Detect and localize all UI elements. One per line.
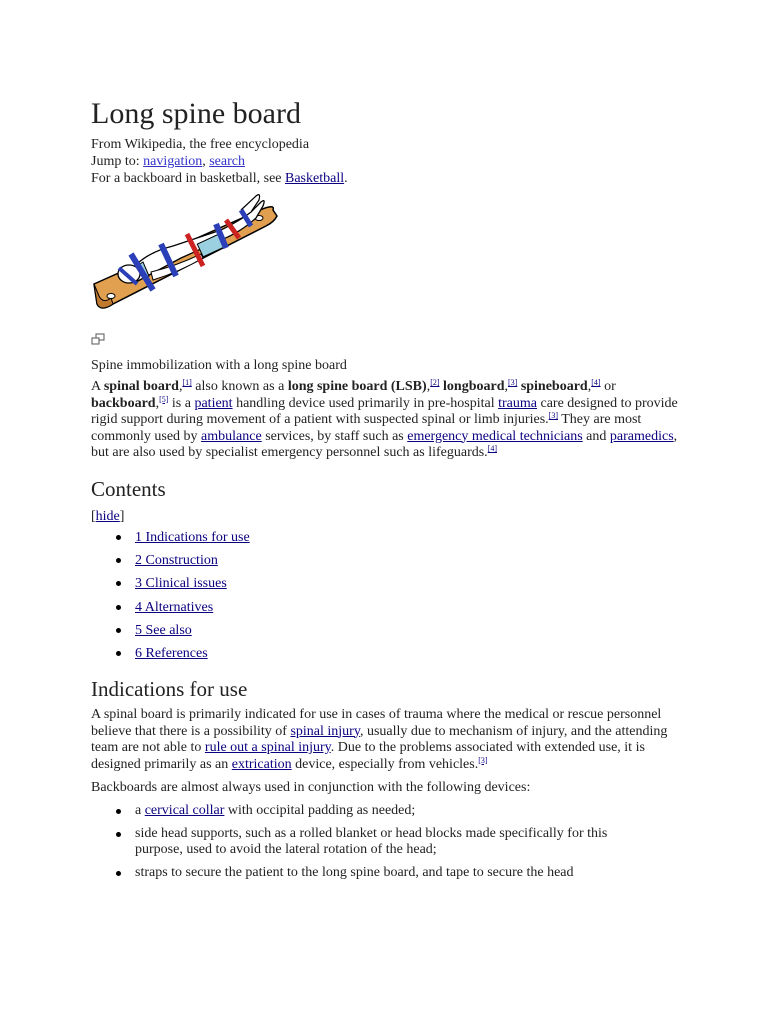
- term-backboard: backboard: [91, 395, 156, 411]
- indications-heading: Indications for use: [91, 677, 248, 701]
- extrication-link[interactable]: extrication: [231, 756, 292, 772]
- toc-link-indications[interactable]: 1 Indications for use: [135, 530, 250, 545]
- device-text: side head supports, such as a rolled blanket or head blocks made specifically for this purpose, used to avoid the lateral rotation of the head;: [135, 825, 608, 857]
- spine-board-illustration[interactable]: [91, 192, 286, 320]
- navigation-link[interactable]: navigation: [143, 154, 203, 169]
- indications-text: , usually due to mechanism of injury, and the attending team are not able to: [91, 723, 668, 755]
- list-item: [91, 826, 655, 859]
- trauma-link[interactable]: trauma: [498, 395, 537, 411]
- jump-to-label: Jump to:: [91, 154, 140, 169]
- jump-sep: ,: [202, 154, 206, 169]
- table-of-contents: [91, 529, 250, 668]
- intro-text: and: [582, 428, 610, 444]
- list-item: [91, 865, 655, 882]
- indications-paragraph: [91, 707, 681, 773]
- intro-text: is a: [168, 395, 195, 411]
- term-lsb: long spine board (LSB): [287, 379, 427, 394]
- cite-ref-4b[interactable]: [4]: [487, 444, 498, 453]
- devices-list: [91, 803, 691, 887]
- cite-ref-1[interactable]: [1]: [182, 378, 192, 387]
- site-subtitle: From Wikipedia, the free encyclopedia: [91, 137, 310, 152]
- toc-link-clinical-issues[interactable]: 3 Clinical issues: [135, 576, 227, 592]
- intro-text: A: [91, 379, 104, 394]
- jump-links: [91, 153, 245, 170]
- device-text: straps to secure the patient to the long spine board, and tape to secure the head: [135, 864, 574, 880]
- device-text: a: [135, 803, 145, 818]
- cite-ref-5[interactable]: [5]: [159, 394, 169, 404]
- intro-text: , but are also used by specialist emergency personnel such as lifeguards.: [91, 428, 678, 460]
- intro-text: They are most commonly used by: [91, 412, 642, 444]
- page-title: Long spine board: [91, 97, 301, 130]
- toc-link-see-also[interactable]: 5 See also: [135, 622, 192, 638]
- spinal-injury-link[interactable]: spinal injury: [290, 723, 360, 739]
- figure-caption: Spine immobilization with a long spine board: [91, 358, 347, 373]
- intro-text: or: [600, 379, 616, 394]
- cite-ref-4[interactable]: [4]: [591, 378, 601, 387]
- basketball-link[interactable]: Basketball: [285, 171, 345, 186]
- cite-ref-3b[interactable]: [3]: [548, 411, 558, 420]
- toc-link-construction[interactable]: 2 Construction: [135, 553, 218, 569]
- magnify-icon[interactable]: [91, 333, 105, 345]
- toc-link-alternatives[interactable]: 4 Alternatives: [135, 599, 214, 615]
- toc-item: [91, 529, 250, 552]
- patient-link[interactable]: patient: [194, 395, 233, 411]
- hatnote-period: .: [344, 171, 348, 186]
- devices-intro: Backboards are almost always used in conjunction with the following devices:: [91, 780, 531, 795]
- contents-heading: Contents: [91, 477, 166, 501]
- hatnote-text: For a backboard in basketball, see: [91, 171, 282, 186]
- toc-item: [91, 575, 250, 598]
- intro-paragraph: A spinal board,[1] also known as a long spine board (LSB),[2] longboard,[3] spineboard,[4] or backboard,[5] is a patient handling device used primarily in pre-hospital trauma care designed to provide rigid support during movement of a patient with suspected spinal or limb injuries.[3] They are most commonly used by ambulance services, by staff such as emergency medical technicians and paramedics, but are also used by specialist emergency personnel such as lifeguards.[4]: [91, 378, 678, 460]
- search-link[interactable]: search: [209, 154, 245, 169]
- term-spineboard: spineboard: [520, 379, 588, 394]
- paramedics-link[interactable]: paramedics: [609, 428, 674, 444]
- toc-toggle: [91, 508, 124, 525]
- emt-link[interactable]: emergency medical technicians: [407, 428, 583, 444]
- term-longboard: longboard: [443, 379, 505, 394]
- toc-bracket: [: [91, 509, 96, 524]
- toc-item: [91, 599, 250, 622]
- ambulance-link[interactable]: ambulance: [201, 428, 262, 444]
- indications-text: . Due to the problems associated with extended use, it is designed primarily as an: [91, 740, 645, 772]
- toc-item: [91, 622, 250, 645]
- toc-item: [91, 552, 250, 575]
- toc-hide-link[interactable]: hide: [95, 509, 120, 524]
- indications-text: A spinal board is primarily indicated for use in cases of trauma where the medical or rescue personnel believe that there is a possibility of: [91, 707, 662, 739]
- cite-ref-2[interactable]: [2]: [430, 378, 440, 387]
- intro-text: care designed to provide rigid support during movement of a patient with suspected spinal or limb injuries.: [91, 395, 678, 427]
- toc-bracket: ]: [119, 509, 125, 524]
- toc-item: [91, 645, 250, 668]
- indications-text: device, especially from vehicles.: [291, 756, 479, 772]
- cite-ref-3c[interactable]: [3]: [478, 755, 488, 765]
- list-item: [91, 803, 655, 820]
- term-spinal-board: spinal board: [103, 379, 179, 394]
- intro-text: handling device used primarily in pre-hospital: [232, 395, 499, 411]
- intro-text: services, by staff such as: [261, 428, 408, 444]
- cervical-collar-link[interactable]: cervical collar: [144, 803, 225, 818]
- cite-ref-3[interactable]: [3]: [507, 378, 518, 387]
- intro-text: also known as a: [191, 379, 288, 394]
- toc-link-references[interactable]: 6 References: [135, 645, 208, 661]
- hatnote: [91, 170, 348, 187]
- rule-out-spinal-injury-link[interactable]: rule out a spinal injury: [204, 740, 331, 755]
- device-text: with occipital padding as needed;: [224, 803, 416, 818]
